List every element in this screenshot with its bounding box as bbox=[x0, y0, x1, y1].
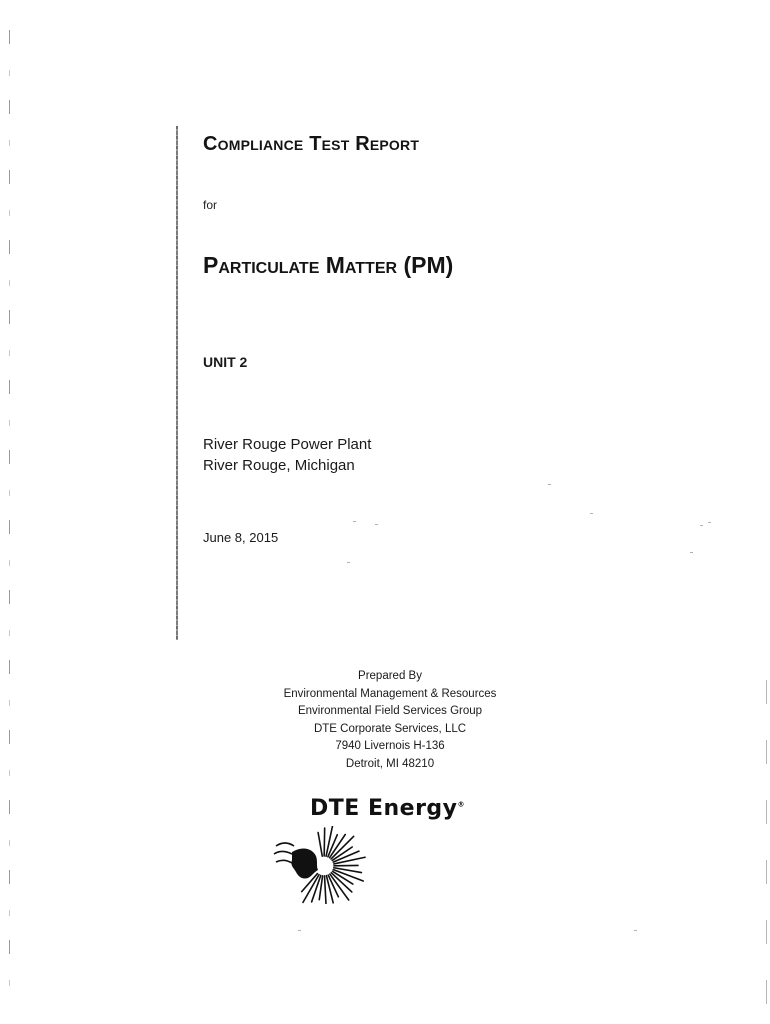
prepared-by-line: Environmental Management & Resources bbox=[283, 687, 497, 700]
report-date: June 8, 2015 bbox=[203, 530, 279, 545]
for-label: for bbox=[203, 198, 218, 212]
registered-mark-icon: ® bbox=[457, 800, 466, 809]
unit-label: UNIT 2 bbox=[203, 354, 248, 370]
scan-speck bbox=[347, 562, 350, 563]
logo-wordmark: DTE Energy bbox=[310, 796, 458, 821]
plant-name: River Rouge Power Plant bbox=[203, 436, 372, 453]
scan-speck bbox=[353, 521, 356, 522]
scan-speck bbox=[590, 513, 593, 514]
prepared-by-block bbox=[200, 668, 580, 774]
scan-speck bbox=[298, 930, 301, 931]
scan-edge-right bbox=[766, 680, 767, 1020]
scan-speck bbox=[690, 552, 693, 553]
scan-speck bbox=[708, 522, 711, 523]
plant-block bbox=[203, 434, 371, 476]
report-title: Compliance Test Report bbox=[203, 133, 420, 155]
margin-rule bbox=[176, 126, 178, 640]
prepared-by-line: Detroit, MI 48210 bbox=[345, 757, 435, 770]
scan-speck bbox=[548, 484, 551, 485]
plant-location: River Rouge, Michigan bbox=[203, 457, 355, 474]
prepared-by-line: DTE Corporate Services, LLC bbox=[313, 722, 467, 735]
prepared-by-heading: Prepared By bbox=[358, 670, 422, 682]
scan-edge-left bbox=[9, 30, 10, 1010]
dte-energy-logo bbox=[310, 796, 465, 821]
prepared-by-line: 7940 Livernois H-136 bbox=[335, 740, 445, 753]
scan-speck bbox=[634, 930, 637, 931]
scan-speck bbox=[375, 524, 378, 525]
sunburst-ray bbox=[318, 833, 322, 857]
prepared-by-line: Environmental Field Services Group bbox=[297, 705, 483, 718]
report-subject: Particulate Matter (PM) bbox=[203, 252, 454, 278]
dte-sunburst-icon bbox=[272, 826, 368, 904]
sunburst-ray bbox=[325, 876, 327, 904]
scan-speck bbox=[700, 525, 703, 526]
